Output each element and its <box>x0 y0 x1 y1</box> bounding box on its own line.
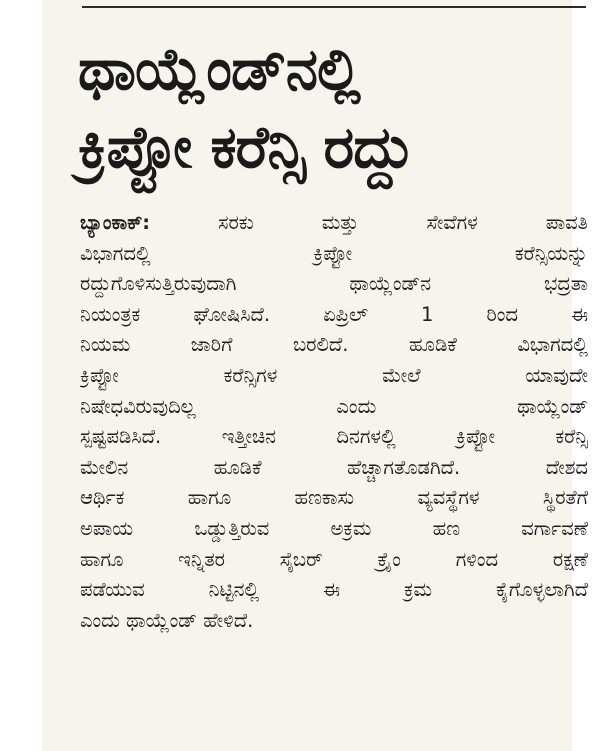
body-line-8: ಸ್ಪಷ್ಟಪಡಿಸಿದೆ. ಇತ್ತೀಚಿನ ದಿನಗಳಲ್ಲಿ ಕ್ರಿಪ್ಟೋ ಕರೆನ್ಸಿ <box>80 425 588 449</box>
body-line-1 <box>80 208 588 239</box>
headline-line-2: ಕ್ರಿಪ್ಟೋ ಕರೆನ್ಸಿ ರದ್ದು <box>78 113 414 181</box>
body-line-3: ರದ್ದುಗೊಳಿಸುತ್ತಿರುವುದಾಗಿ ಥಾಯ್ಲೆಂಡ್‌ನ ಭದ್ರತಾ <box>80 272 588 296</box>
body-line-4: ನಿಯಂತ್ರಕ ಘೋಷಿಸಿದೆ. ಏಪ್ರಿಲ್ 1 ರಿಂದ ಈ <box>80 302 588 326</box>
headline <box>78 30 578 186</box>
body-line-13: ಪಡೆಯುವ ನಿಟ್ಟಿನಲ್ಲಿ ಈ ಕ್ರಮ ಕೈಗೊಳ್ಳಲಾಗಿದೆ <box>80 578 588 602</box>
body-line-5: ನಿಯಮ ಜಾರಿಗೆ ಬರಲಿದೆ. ಹೂಡಿಕೆ ವಿಭಾಗದಲ್ಲಿ <box>80 333 588 357</box>
body-line-1-text: ಸರಕು ಮತ್ತು ಸೇವೆಗಳ ಪಾವತಿ <box>218 211 588 234</box>
dateline: ಬ್ಯಾಂಕಾಕ್: <box>80 211 151 234</box>
newspaper-clipping <box>42 0 588 751</box>
body-line-6: ಕ್ರಿಪ್ಟೋ ಕರೆನ್ಸಿಗಳ ಮೇಲೆ ಯಾವುದೇ <box>80 363 588 387</box>
body-line-12: ಹಾಗೂ ಇನ್ನಿತರ ಸೈಬರ್ ಕ್ರೈಂ ಗಳಿಂದ ರಕ್ಷಣೆ <box>80 547 588 571</box>
top-rule <box>82 6 586 8</box>
body-line-14: ಎಂದು ಥಾಯ್ಲೆಂಡ್ ಹೇಳಿದೆ. <box>80 608 254 632</box>
body-line-2: ವಿಭಾಗದಲ್ಲಿ ಕ್ರಿಪ್ಟೋ ಕರೆನ್ಸಿಯನ್ನು <box>80 241 588 265</box>
article-body <box>80 208 588 636</box>
body-line-9: ಮೇಲಿನ ಹೂಡಿಕೆ ಹೆಚ್ಚಾಗತೊಡಗಿದೆ. ದೇಶದ <box>80 455 588 479</box>
body-line-11: ಅಪಾಯ ಒಡ್ಡುತ್ತಿರುವ ಅಕ್ರಮ ಹಣ ವರ್ಗಾವಣೆ <box>80 516 588 540</box>
body-line-10: ಆರ್ಥಿಕ ಹಾಗೂ ಹಣಕಾಸು ವ್ಯವಸ್ಥೆಗಳ ಸ್ಥಿರತೆಗೆ <box>80 486 588 510</box>
body-line-7: ನಿಷೇಧವಿರುವುದಿಲ್ಲ ಎಂದು ಥಾಯ್ಲೆಂಡ್ <box>80 394 588 418</box>
headline-line-1: ಥಾಯ್ಲೆಂಡ್‌ನಲ್ಲಿ <box>78 35 360 103</box>
